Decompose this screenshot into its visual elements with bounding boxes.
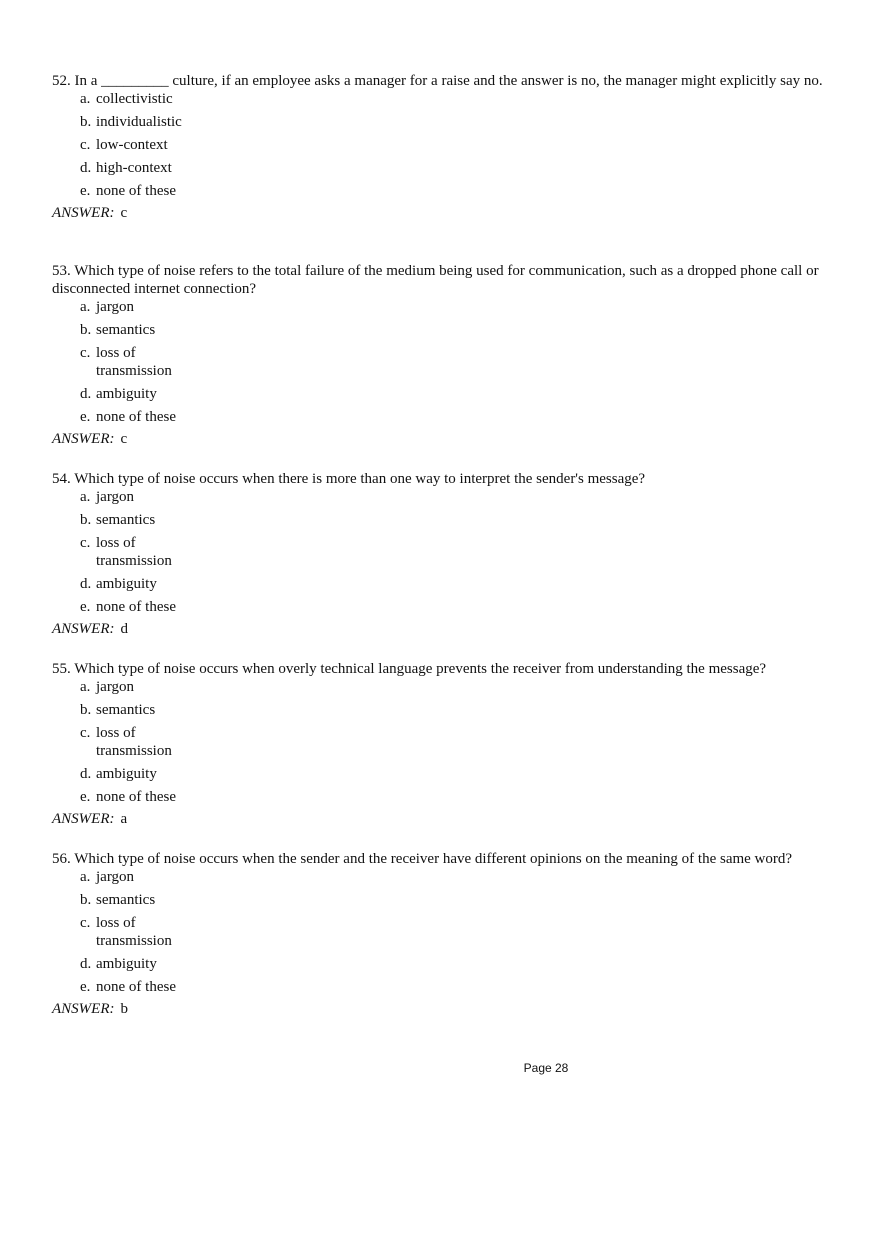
option-item [80,488,827,506]
option-text: jargon [96,299,135,315]
option-text: none of these [96,789,176,805]
option-item [80,344,827,380]
option-text: ambiguity [96,386,157,402]
option-letter: c. [80,725,91,741]
question-stem: 56. Which type of noise occurs when the sender and the receiver have different opinions on the meaning of the same word? [52,851,793,867]
option-letter: a. [80,679,91,695]
option-letter: d. [80,956,92,972]
option-text: jargon [96,869,135,885]
option-item [80,321,827,339]
option-text: loss of transmission [96,725,172,759]
question-block [52,470,827,638]
option-item [80,598,827,616]
option-list [52,90,827,200]
answer-line [52,810,827,828]
question-stem: 52. In a _________ culture, if an employee asks a manager for a raise and the answer is no, the manager might explicitly say no. [52,73,823,89]
answer-line [52,204,827,222]
option-text: none of these [96,979,176,995]
option-text: loss of transmission [96,915,172,949]
answer-label: ANSWER: [52,621,115,637]
answer-value: c [120,431,128,447]
option-letter: d. [80,386,92,402]
option-letter: a. [80,489,91,505]
option-item [80,765,827,783]
option-letter: b. [80,702,92,718]
option-item [80,955,827,973]
answer-line [52,1000,827,1018]
option-text: collectivistic [96,91,173,107]
answer-label: ANSWER: [52,431,115,447]
question-block [52,262,827,448]
option-letter: e. [80,409,91,425]
page-number: Page 28 [523,1061,569,1075]
question-stem: 55. Which type of noise occurs when overly technical language prevents the receiver from understanding the message? [52,661,767,677]
option-text: ambiguity [96,956,157,972]
option-letter: d. [80,576,92,592]
option-letter: c. [80,535,91,551]
option-text: jargon [96,679,135,695]
option-text: loss of transmission [96,535,172,569]
option-item [80,511,827,529]
option-letter: b. [80,892,92,908]
option-text: ambiguity [96,576,157,592]
option-letter: d. [80,766,92,782]
answer-value: d [120,621,128,637]
option-text: high-context [96,160,172,176]
option-item [80,914,827,950]
option-item [80,891,827,909]
option-letter: a. [80,869,91,885]
option-item [80,159,827,177]
option-item [80,90,827,108]
answer-value: b [120,1001,128,1017]
option-item [80,724,827,760]
option-item [80,136,827,154]
option-letter: b. [80,512,92,528]
option-letter: e. [80,979,91,995]
option-letter: d. [80,160,92,176]
question-block [52,660,827,828]
option-item [80,678,827,696]
option-letter: e. [80,183,91,199]
option-item [80,978,827,996]
option-text: semantics [96,702,156,718]
option-letter: b. [80,322,92,338]
option-item [80,298,827,316]
option-item [80,534,827,570]
option-letter: c. [80,137,91,153]
answer-line [52,620,827,638]
option-text: none of these [96,409,176,425]
answer-label: ANSWER: [52,205,115,221]
option-text: semantics [96,512,156,528]
option-list [52,868,827,996]
option-item [80,385,827,403]
option-list [52,488,827,616]
option-text: jargon [96,489,135,505]
option-letter: b. [80,114,92,130]
answer-line [52,430,827,448]
option-letter: a. [80,299,91,315]
option-text: none of these [96,183,176,199]
option-letter: e. [80,789,91,805]
option-list [52,298,827,426]
option-letter: c. [80,345,91,361]
question-block [52,850,827,1018]
question-stem: 53. Which type of noise refers to the total failure of the medium being used for communication, such as a dropped phone call or disconnected internet connection? [52,263,819,297]
option-text: semantics [96,892,156,908]
option-letter: c. [80,915,91,931]
option-letter: a. [80,91,91,107]
option-item [80,113,827,131]
option-item [80,868,827,886]
question-block [52,72,827,222]
option-list [52,678,827,806]
option-text: none of these [96,599,176,615]
answer-value: a [120,811,128,827]
option-item [80,575,827,593]
option-item [80,701,827,719]
option-text: semantics [96,322,156,338]
option-text: ambiguity [96,766,157,782]
question-stem: 54. Which type of noise occurs when there is more than one way to interpret the sender's message? [52,471,646,487]
option-item [80,788,827,806]
option-text: loss of transmission [96,345,172,379]
answer-label: ANSWER: [52,1001,115,1017]
answer-value: c [120,205,128,221]
option-text: individualistic [96,114,182,130]
option-letter: e. [80,599,91,615]
option-item [80,182,827,200]
option-item [80,408,827,426]
option-text: low-context [96,137,168,153]
answer-label: ANSWER: [52,811,115,827]
